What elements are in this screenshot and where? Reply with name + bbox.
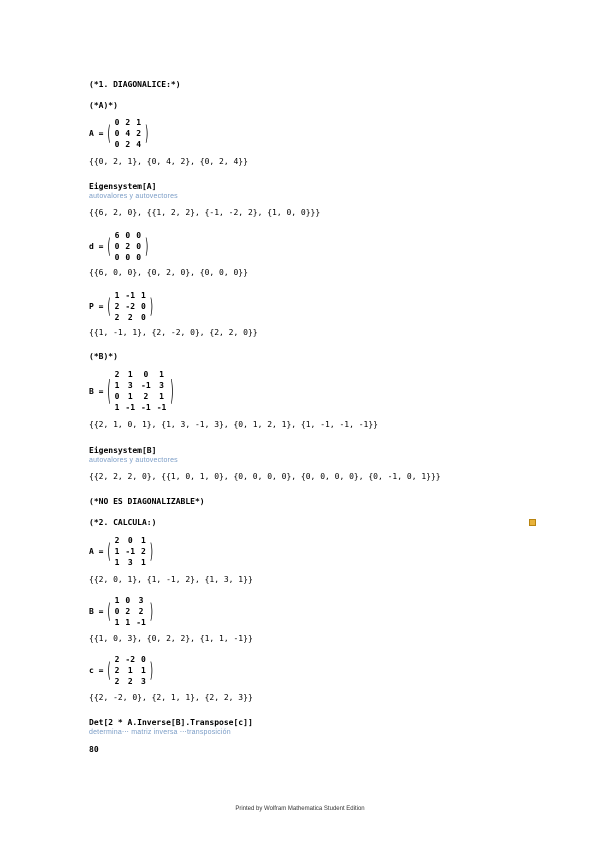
left-paren: ( — [107, 540, 111, 563]
matrix-name: c = — [89, 666, 104, 675]
matrix-cell: 1 — [127, 370, 133, 379]
det-output: 80 — [89, 745, 99, 754]
matrix-cell: 2 — [125, 118, 131, 127]
matrix-cell: 2 — [114, 536, 120, 545]
left-paren: ( — [107, 295, 111, 318]
matrix-row — [112, 676, 149, 687]
matrix-row — [112, 312, 149, 323]
right-paren: ) — [145, 122, 149, 145]
matrix-cell: 2 — [141, 547, 146, 556]
matrix-cell: 1 — [141, 536, 146, 545]
matrix-cell: 0 — [136, 242, 142, 251]
matrix-row — [112, 595, 149, 606]
matrix-name: A = — [89, 129, 104, 138]
matrix-cell: 2 — [125, 140, 131, 149]
matrix-cell: 0 — [141, 313, 146, 322]
no-diagonalizable-comment: (*NO ES DIAGONALIZABLE*) — [89, 497, 205, 506]
matrix-cell: 1 — [114, 618, 120, 627]
matrix-cell: 0 — [127, 536, 133, 545]
matrix-cell: 2 — [136, 129, 142, 138]
matrix-cell: 1 — [114, 291, 120, 300]
matrix-cell: 1 — [114, 547, 120, 556]
matrix-row — [112, 617, 149, 628]
matrix-name: d = — [89, 242, 104, 251]
left-paren: ( — [107, 659, 111, 682]
matrix-cell: 1 — [159, 392, 164, 401]
matrix-cell: 2 — [114, 666, 120, 675]
matrix-cell: 0 — [136, 231, 142, 240]
section-a-comment: (*A)*) — [89, 101, 118, 110]
matrix-cell: 2 — [114, 302, 120, 311]
matrix-cell: -2 — [125, 302, 136, 311]
matrix-cell: 0 — [141, 655, 146, 664]
matrix-cell: 3 — [138, 596, 144, 605]
matrix-cell: 2 — [114, 677, 120, 686]
matrix-cell: -1 — [136, 618, 146, 627]
matrix-cell: 4 — [136, 140, 142, 149]
matrix-grid — [112, 369, 170, 413]
matrix-row — [112, 241, 144, 252]
matrix-p — [89, 290, 153, 323]
matrix-cell: 2 — [114, 655, 120, 664]
matrix-cell: 0 — [114, 118, 120, 127]
matrix-cell: -1 — [125, 403, 136, 412]
matrix-cell: 1 — [114, 381, 120, 390]
output-b2: {{1, 0, 3}, {0, 2, 2}, {1, 1, -1}} — [89, 634, 253, 643]
matrix-grid — [112, 535, 149, 568]
matrix-cell: 1 — [114, 558, 120, 567]
matrix-cell: 0 — [114, 129, 120, 138]
matrix-cell: 0 — [114, 140, 120, 149]
det-input[interactable]: Det[2 * A.Inverse[B].Transpose[c]] — [89, 718, 253, 727]
matrix-d — [89, 230, 148, 263]
matrix-cell: 1 — [141, 291, 146, 300]
matrix-grid — [112, 654, 149, 687]
matrix-cell: 0 — [114, 253, 120, 262]
matrix-row — [112, 117, 144, 128]
matrix-row — [112, 301, 149, 312]
matrix-grid — [112, 595, 149, 628]
matrix-row — [112, 654, 149, 665]
matrix-cell: 1 — [127, 666, 133, 675]
left-paren: ( — [107, 122, 111, 145]
matrix-cell: 3 — [141, 677, 146, 686]
matrix-cell: -2 — [125, 655, 136, 664]
section-2-comment: (*2. CALCULA:) — [89, 518, 157, 527]
section-b-comment: (*B)*) — [89, 352, 118, 361]
output-a2: {{2, 0, 1}, {1, -1, 2}, {1, 3, 1}} — [89, 575, 253, 584]
eigensystem-b-input[interactable]: Eigensystem[B] — [89, 446, 157, 455]
left-paren: ( — [107, 235, 111, 258]
matrix-cell: 1 — [114, 596, 120, 605]
matrix-cell: 1 — [141, 558, 146, 567]
matrix-row — [112, 290, 149, 301]
matrix-grid — [112, 290, 149, 323]
matrix-cell: 1 — [141, 666, 146, 675]
matrix-cell: 0 — [114, 392, 120, 401]
matrix-cell: 1 — [125, 618, 131, 627]
matrix-row — [112, 230, 144, 241]
right-paren: ) — [149, 659, 153, 682]
matrix-cell: 3 — [127, 381, 133, 390]
right-paren: ) — [149, 600, 153, 623]
right-paren: ) — [149, 295, 153, 318]
matrix-cell: 0 — [136, 253, 142, 262]
det-hint: determina⋯ matriz inversa ⋯transposición — [89, 729, 231, 736]
matrix-cell: 1 — [114, 403, 120, 412]
matrix-row — [112, 369, 170, 380]
matrix-row — [112, 380, 170, 391]
eigensystem-a-output: {{6, 2, 0}, {{1, 2, 2}, {-1, -2, 2}, {1, 0, 0}}} — [89, 208, 321, 217]
left-paren: ( — [107, 375, 111, 407]
matrix-cell: 6 — [114, 231, 120, 240]
matrix-cell: 3 — [127, 558, 133, 567]
output-c: {{2, -2, 0}, {2, 1, 1}, {2, 2, 3}} — [89, 693, 253, 702]
matrix-cell: 2 — [125, 242, 131, 251]
eigensystem-b-output: {{2, 2, 2, 0}, {{1, 0, 1, 0}, {0, 0, 0, 0}, {0, 0, 0, 0}, {0, -1, 0, 1}}} — [89, 472, 441, 481]
matrix-cell: -1 — [156, 403, 167, 412]
matrix-cell: 1 — [127, 392, 133, 401]
matrix-name: P = — [89, 302, 104, 311]
matrix-row — [112, 665, 149, 676]
matrix-cell: 0 — [143, 370, 149, 379]
matrix-row — [112, 402, 170, 413]
matrix-row — [112, 391, 170, 402]
output-a1: {{0, 2, 1}, {0, 4, 2}, {0, 2, 4}} — [89, 157, 248, 166]
matrix-row — [112, 128, 144, 139]
matrix-b2 — [89, 595, 153, 628]
eigensystem-a-input[interactable]: Eigensystem[A] — [89, 182, 157, 191]
matrix-cell: 2 — [127, 677, 133, 686]
section-1-comment: (*1. DIAGONALICE:*) — [89, 80, 181, 89]
matrix-cell: 2 — [125, 607, 131, 616]
matrix-a1 — [89, 117, 148, 150]
matrix-row — [112, 546, 149, 557]
matrix-name: B = — [89, 607, 104, 616]
matrix-cell: -1 — [141, 403, 151, 412]
matrix-row — [112, 139, 144, 150]
left-paren: ( — [107, 600, 111, 623]
matrix-cell: 0 — [114, 242, 120, 251]
matrix-cell: -1 — [141, 381, 151, 390]
right-paren: ) — [170, 375, 174, 407]
output-b1: {{2, 1, 0, 1}, {1, 3, -1, 3}, {0, 1, 2, 1}, {1, -1, -1, -1}} — [89, 420, 378, 429]
matrix-cell: 2 — [114, 370, 120, 379]
matrix-row — [112, 535, 149, 546]
eigensystem-a-hint: autovalores y autovectores — [89, 193, 178, 200]
matrix-cell: 1 — [159, 370, 164, 379]
matrix-cell: 2 — [114, 313, 120, 322]
right-paren: ) — [149, 540, 153, 563]
matrix-cell: 0 — [141, 302, 146, 311]
page-footer: Printed by Wolfram Mathematica Student Edition — [235, 806, 365, 812]
right-paren: ) — [145, 235, 149, 258]
matrix-cell: 0 — [114, 607, 120, 616]
message-marker-icon[interactable] — [529, 519, 536, 526]
matrix-row — [112, 606, 149, 617]
matrix-cell: 2 — [127, 313, 133, 322]
matrix-cell: 4 — [125, 129, 131, 138]
matrix-b1 — [89, 369, 173, 413]
matrix-a2 — [89, 535, 153, 568]
matrix-cell: 0 — [125, 231, 131, 240]
matrix-cell: 0 — [125, 253, 131, 262]
matrix-cell: -1 — [125, 547, 136, 556]
matrix-row — [112, 557, 149, 568]
output-p: {{1, -1, 1}, {2, -2, 0}, {2, 2, 0}} — [89, 328, 258, 337]
matrix-name: A = — [89, 547, 104, 556]
matrix-name: B = — [89, 386, 104, 396]
matrix-row — [112, 252, 144, 263]
matrix-cell: -1 — [125, 291, 136, 300]
matrix-grid — [112, 117, 144, 150]
matrix-cell: 3 — [159, 381, 164, 390]
matrix-cell: 0 — [125, 596, 131, 605]
matrix-cell: 1 — [136, 118, 142, 127]
matrix-c — [89, 654, 153, 687]
output-d: {{6, 0, 0}, {0, 2, 0}, {0, 0, 0}} — [89, 268, 248, 277]
matrix-cell: 2 — [143, 392, 149, 401]
eigensystem-b-hint: autovalores y autovectores — [89, 457, 178, 464]
matrix-grid — [112, 230, 144, 263]
matrix-cell: 2 — [138, 607, 144, 616]
